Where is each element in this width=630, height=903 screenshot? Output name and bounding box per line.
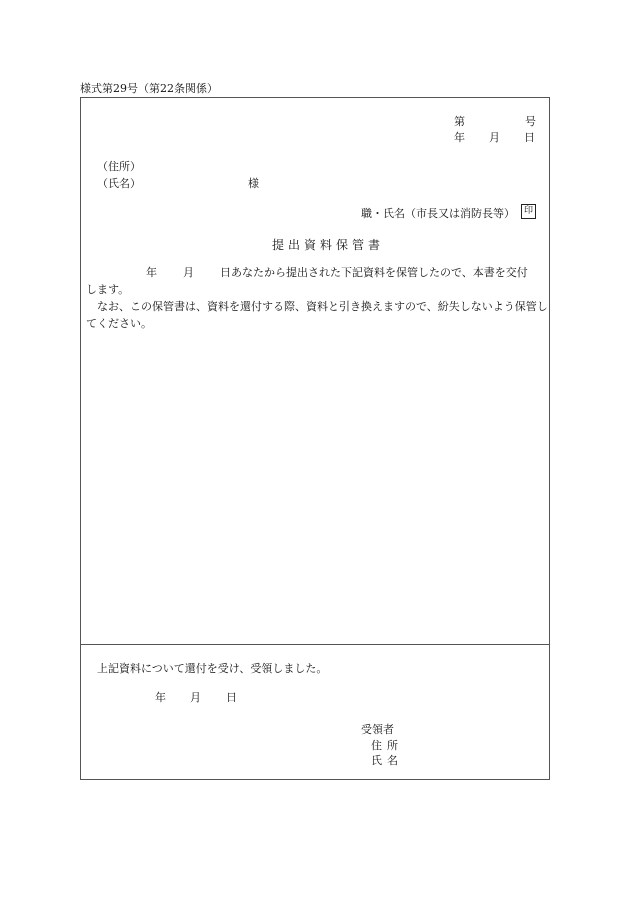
recipient-label: 受領者 — [361, 723, 394, 736]
addressee-name-label: （氏名） — [97, 177, 141, 190]
seal-mark: 印 — [521, 204, 536, 219]
recipient-name-label: 氏名 — [371, 754, 403, 767]
document-title: 提出資料保管書 — [272, 238, 385, 252]
body-line1: 日あなたから提出された下記資料を保管したので、本書を交付 — [220, 266, 528, 279]
issue-date-day: 日 — [524, 131, 535, 144]
body-text — [86, 264, 548, 332]
body-paragraph-1 — [86, 264, 548, 281]
receipt-date-year: 年 — [155, 691, 166, 704]
form-identifier: 様式第29号（第22条関係） — [80, 82, 218, 95]
body-paragraph-2: なお、この保管書は、資料を還付する際、資料と引き換えますので、紛失しないよう保管してください。 — [86, 300, 548, 330]
form-frame — [80, 97, 550, 780]
body-line1-continuation: します。 — [86, 283, 130, 296]
issue-date-month: 月 — [489, 131, 500, 144]
addressee-honorific: 様 — [248, 177, 259, 190]
recipient-address-label: 住所 — [371, 739, 403, 752]
section-divider — [80, 644, 550, 645]
document-number-prefix: 第 — [454, 115, 465, 128]
receipt-date-day: 日 — [226, 691, 237, 704]
body-year: 年 — [146, 266, 157, 279]
issue-date-year: 年 — [454, 131, 465, 144]
body-month: 月 — [183, 266, 194, 279]
addressee-address-label: （住所） — [97, 160, 141, 173]
return-receipt-text: 上記資料について還付を受け、受領しました。 — [97, 662, 328, 675]
document-number-suffix: 号 — [525, 115, 536, 128]
receipt-date-month: 月 — [190, 691, 201, 704]
issuer-title-label: 職・氏名（市長又は消防長等） — [361, 207, 515, 220]
